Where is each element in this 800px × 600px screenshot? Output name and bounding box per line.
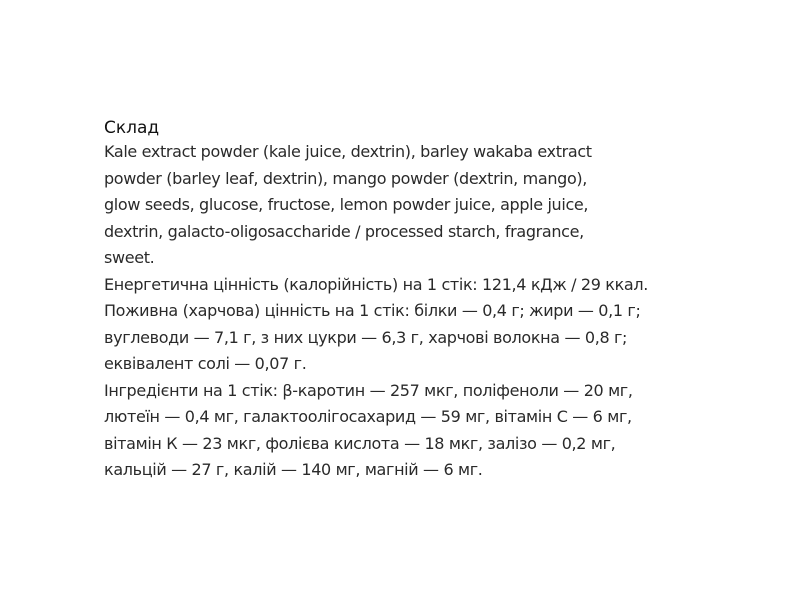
ingredients-line: sweet. [104, 248, 155, 267]
energy-line: Енергетична цінність (калорійність) на 1 стік: 121,4 кДж / 29 ккал. [104, 274, 648, 294]
ingredients-line: dextrin, galacto-oligosaccharide / processed starch, fragrance, [104, 221, 584, 241]
ingredients-line: glow seeds, glucose, fructose, lemon powder juice, apple juice, [104, 195, 589, 214]
components-paragraph [104, 378, 704, 484]
ingredients-paragraph [104, 139, 704, 272]
nutrition-paragraph [104, 298, 704, 378]
nutrition-line: вуглеводи — 7,1 г, з них цукри — 6,3 г, харчові волокна — 0,8 г; [104, 327, 628, 347]
components-line: кальцій — 27 г, калій — 140 мг, магній — 6 мг. [104, 460, 483, 479]
composition-block [104, 118, 704, 484]
ingredients-line: powder (barley leaf, dextrin), mango powder (dextrin, mango), [104, 168, 588, 188]
nutrition-line: еквівалент солі — 0,07 г. [104, 354, 307, 373]
components-line: лютеїн — 0,4 мг, галактоолігосахарид — 59 мг, вітамін С — 6 мг, [104, 407, 632, 426]
components-line: Інгредієнти на 1 стік: β-каротин — 257 мкг, поліфеноли — 20 мг, [104, 380, 633, 400]
energy-paragraph [104, 272, 704, 299]
ingredients-line: Kale extract powder (kale juice, dextrin), barley wakaba extract [104, 142, 592, 161]
nutrition-line: Поживна (харчова) цінність на 1 стік: білки — 0,4 г; жири — 0,1 г; [104, 301, 641, 320]
composition-heading: Склад [104, 118, 160, 138]
components-line: вітамін К — 23 мкг, фолієва кислота — 18 мкг, залізо — 0,2 мг, [104, 433, 616, 453]
